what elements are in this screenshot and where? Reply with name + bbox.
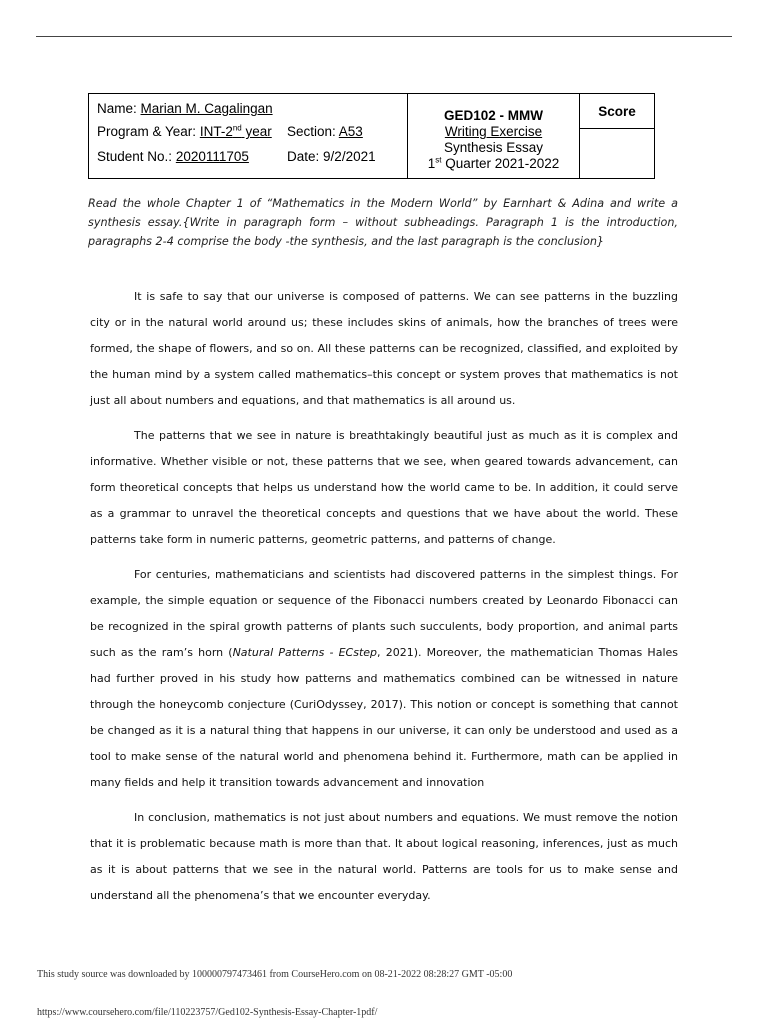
essay-paragraph-body-2: For centuries, mathematicians and scientists had discovered patterns in the simplest things. For example, the simple equation or sequence of the Fibonacci numbers created by Leonardo Fibonacci can be recognized in the spiral growth patterns of plants such succulents, body proportion, and animal parts such as the ram’s horn (Natural Patterns - ECstep, 2021). Moreover, the mathematician Thomas Hales had further proved in his study how patterns and mathematics combined can be witnessed in nature through the honeycomb conjecture (CuriOdyssey, 2017). This notion or concept is something that cannot be changed as it is a natural thing that happens in our universe, it can only be understood and used as a tool to make sense of the natural world and phenomena behind it. Furthermore, math can be applied in many fields and help it transition towards advancement and innovation [90, 568, 678, 789]
section-value: A53 [338, 124, 363, 139]
section-label: Section: [287, 124, 336, 139]
name-row [97, 101, 273, 116]
essay-paragraph-body-1: The patterns that we see in nature is breathtakingly beautiful just as much as it is complex and informative. Whether visible or not, these patterns that we see, when geared towards advancement, can form theoretical concepts that helps us understand how the world came to be. In addition, it could serve as a grammar to unravel the theoretical concepts and questions that we have about the world. These patterns take form in numeric patterns, geometric patterns, and patterns of change. [90, 429, 678, 546]
date-value: 9/2/2021 [323, 149, 376, 164]
quarter: 1st Quarter 2021-2022 [427, 155, 560, 171]
citation-title: Natural Patterns - ECstep [232, 646, 378, 659]
program-label: Program & Year: [97, 124, 197, 139]
student-number-label: Student No.: [97, 149, 173, 164]
section-field [287, 124, 363, 139]
date-label: Date: [287, 149, 320, 164]
essay-body [90, 284, 678, 918]
student-number-row [97, 149, 249, 164]
student-number-value: 2020111705 [175, 149, 249, 164]
student-info-cell [89, 94, 408, 178]
top-divider [36, 36, 732, 37]
download-notice: This study source was downloaded by 100000797473461 from CourseHero.com on 08-21-2022 08:28:27 GMT -05:00 [37, 969, 513, 980]
course-code: GED102 - MMW [443, 108, 543, 123]
instructions-text: Read the whole Chapter 1 of “Mathematics in the Modern World” by Earnhart & Adina and write a synthesis essay.{Write in paragraph form – without subheadings. Paragraph 1 is the introduction, paragraphs 2-4 comprise the body -the synthesis, and the last paragraph is the conclusion} [88, 197, 678, 248]
score-label: Score [580, 94, 654, 129]
program-row [97, 124, 272, 139]
score-box [580, 129, 654, 178]
essay-paragraph-conclusion: In conclusion, mathematics is not just about numbers and equations. We must remove the notion that it is problematic because math is more than that. It about logical reasoning, inferences, just as much as it is about patterns that we see in the natural world. Patterns are tools for us to make sense and understand all the phenomena’s that we encounter everyday. [90, 811, 678, 902]
source-url: https://www.coursehero.com/file/110223757/Ged102-Synthesis-Essay-Chapter-1pdf/ [37, 1007, 378, 1018]
score-cell [580, 94, 654, 178]
essay-type: Synthesis Essay [443, 140, 544, 155]
exercise-title: Writing Exercise [444, 124, 543, 139]
name-value: Marian M. Cagalingan [140, 101, 273, 116]
name-label: Name: [97, 101, 137, 116]
date-field [287, 149, 376, 164]
header-table [88, 93, 655, 179]
program-value: INT-2nd year [199, 123, 272, 139]
course-info-cell [408, 94, 580, 178]
essay-paragraph-intro: It is safe to say that our universe is composed of patterns. We can see patterns in the buzzling city or in the natural world around us; these includes skins of animals, how the branches of trees were formed, the shape of flowers, and so on. All these patterns can be recognized, classified, and exploited by the human mind by a system called mathematics–this concept or system proves that mathematics is not just all about numbers and equations, and that mathematics is all around us. [90, 290, 678, 407]
